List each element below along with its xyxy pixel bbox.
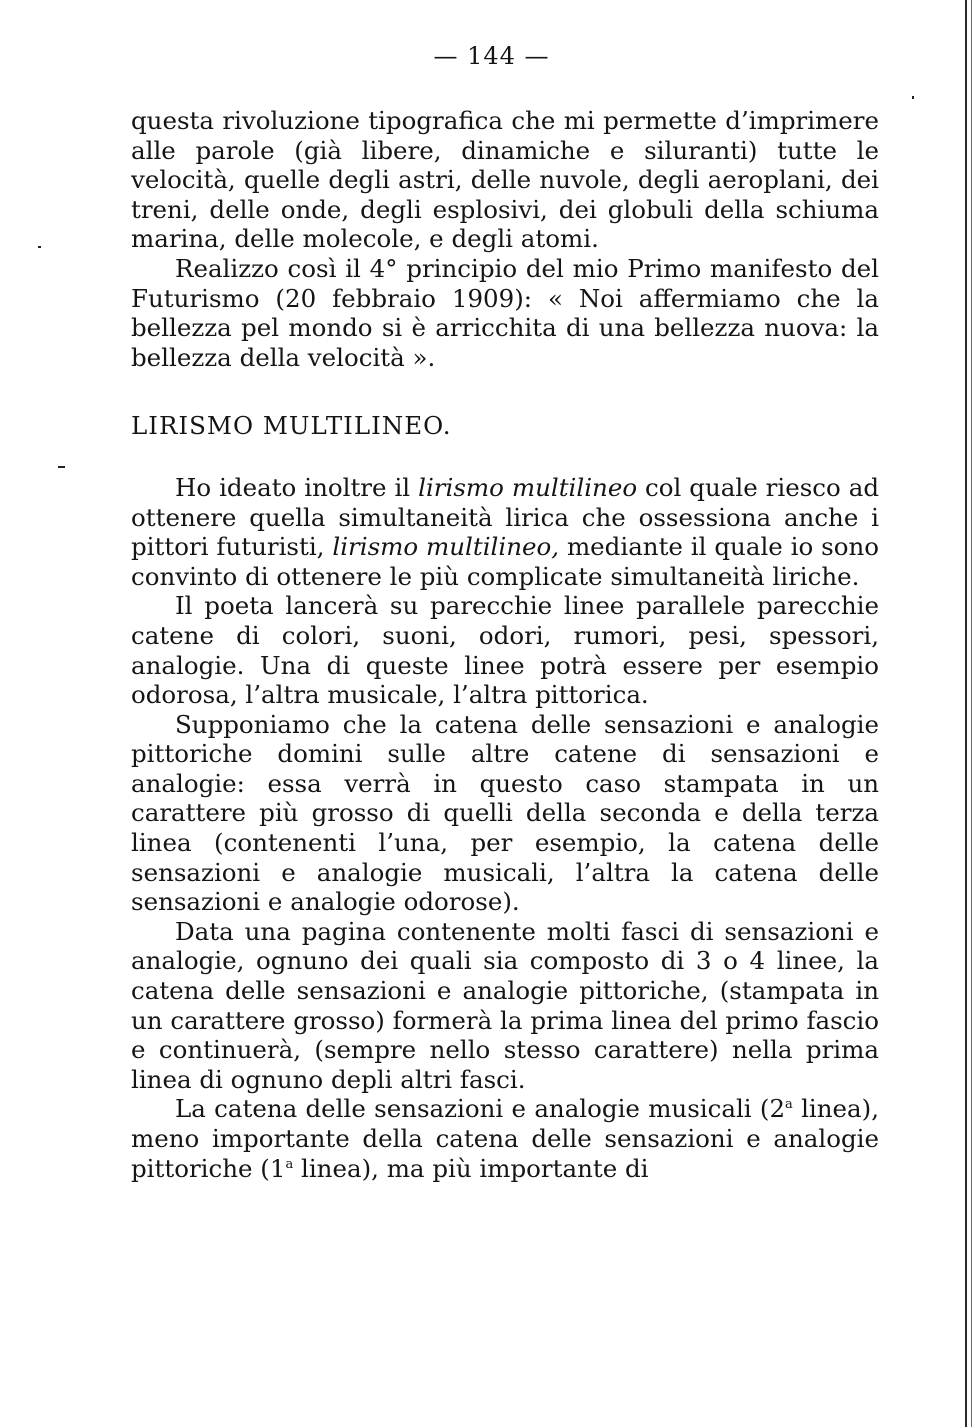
paragraph-continuation: questa rivoluzione tipografica che mi permette d’imprimere alle parole (già libere, dinamiche e siluranti) tutte le velocità, quelle degli astri, delle nuvole, degli aeroplani, dei treni, delle onde, degli esplosivi, dei globuli della schiuma marina, delle molecole, e degli atomi. [131, 106, 879, 254]
paragraph-data-pagina: Data una pagina contenente molti fasci di sensazioni e analogie, ognuno dei quali sia composto di 3 o 4 linee, la catena delle sensazioni e analogie pittoriche, (stampata in un carattere grosso) formerà la prima linea del primo fascio e continuerà, (sempre nello stesso carattere) nella prima linea di ognuno depli altri fasci. [131, 916, 879, 1094]
superscript: a [285, 1156, 294, 1172]
page-number: — 144 — [433, 42, 550, 70]
page-edge-shadow [965, 0, 967, 1427]
paragraph-supponiamo: Supponiamo che la catena delle sensazioni e analogie pittoriche domini sulle altre catene di sensazioni e analogie: essa verrà in questo caso stampata in un carattere più grosso di quelli della seconda e della terza linea (contenenti l’una, per esempio, la catena delle sensazioni e analogie musicali, l’altra la catena delle sensazioni e analogie odorose). [131, 709, 879, 917]
text-run: linea), ma più importante di [293, 1153, 649, 1183]
paragraph-lirismo [131, 473, 879, 591]
text-run: linea), meno importante della catena delle sensazioni e analogie pittoriche (1 [131, 1094, 879, 1183]
page-edge-shadow-outer [971, 0, 972, 1427]
paragraph-catena-musicale [131, 1094, 879, 1183]
scan-speck [912, 96, 914, 99]
text-run: col quale riesco ad ottenere quella simultaneità lirica che ossessiona anche i pittori futuristi, [131, 472, 880, 562]
paragraph-poeta: Il poeta lancerà su parecchie linee parallele parecchie catene di colori, suoni, odori, rumori, pesi, spessori, analogie. Una di queste linee potrà essere per esempio odorosa, l’altra musicale, l’altra pittorica. [131, 591, 879, 710]
section-heading: LIRISMO MULTILINEO. [131, 411, 452, 441]
scan-speck [38, 246, 41, 248]
paragraph-manifesto: Realizzo così il 4° principio del mio Primo manifesto del Futurismo (20 febbraio 1909): « Noi affermiamo che la bellezza pel mondo si è arricchita di una bellezza nuova: la bellezza della velocità ». [131, 253, 879, 372]
superscript: a [785, 1097, 793, 1113]
text-run: La catena delle sensazioni e analogie musicali (2 [175, 1094, 786, 1124]
scan-speck [58, 466, 65, 468]
italic-term: lirismo multilineo [418, 472, 638, 502]
text-run: mediante il quale io sono convinto di ottenere le più complicate simultaneità liriche. [131, 532, 879, 591]
body-text [131, 106, 879, 1183]
italic-term: lirismo multilineo, [332, 532, 560, 562]
text-run: Ho ideato inoltre il [175, 472, 419, 502]
